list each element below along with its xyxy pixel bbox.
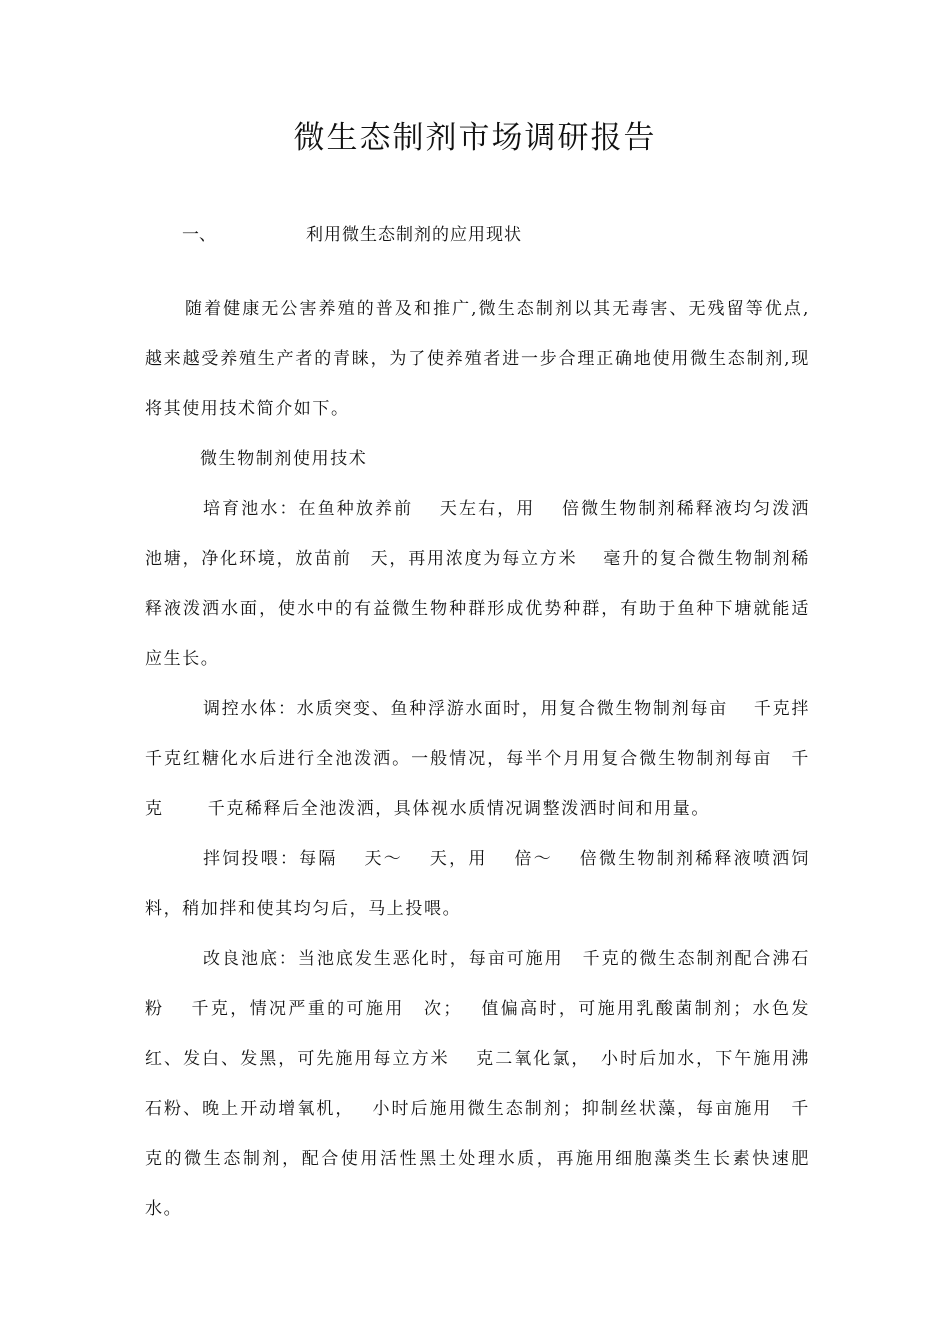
section-number: 一、 (182, 225, 216, 245)
document-title: 微生态制剂市场调研报告 (293, 120, 657, 156)
section-heading-text: 利用微生态制剂的应用现状 (306, 225, 522, 245)
section-heading (0, 222, 950, 248)
document-body (145, 284, 836, 1234)
paragraph-cultivate-water: 培育池水：在鱼种放养前 天左右，用 倍微生物制剂稀释液均匀泼洒池塘，净化环境，放苗前 天，再用浓度为每立方米 毫升的复合微生物制剂稀释液泼洒水面，使水中的有益微生物种群形成优势种群，有助于鱼种下塘就能适应生长。 (145, 499, 810, 669)
paragraph-regulate-water: 调控水体：水质突变、鱼种浮游水面时，用复合微生物制剂每亩 千克拌 千克红糖化水后进行全池泼洒。一般情况，每半个月用复合微生物制剂每亩 千克 千克稀释后全池泼洒，具体视水质情况调整泼洒时间和用量。 (145, 699, 836, 819)
paragraph-improve-bottom: 改良池底：当池底发生恶化时，每亩可施用 千克的微生态制剂配合沸石粉 千克，情况严重的可施用 次； 值偏高时，可施用乳酸菌制剂；水色发红、发白、发黑，可先施用每立方米 克二氧化氯， 小时后加水，下午施用沸石粉、晚上开动增氧机， 小时后施用微生态制剂；抑制丝状藻，每亩施用 千克的微生态制剂，配合使用活性黑土处理水质，再施用细胞藻类生长素快速肥水。 (145, 949, 810, 1219)
paragraph-intro: 随着健康无公害养殖的普及和推广,微生态制剂以其无毒害、无残留等优点,越来越受养殖生产者的青睐，为了使养殖者进一步合理正确地使用微生态制剂,现将其使用技术简介如下。 (145, 299, 810, 419)
subheading-technique: 微生物制剂使用技术 (200, 449, 368, 469)
paragraph-mix-feed: 拌饲投喂：每隔 天～ 天，用 倍～ 倍微生物制剂稀释液喷洒饲料，稍加拌和使其均匀后，马上投喂。 (145, 849, 810, 919)
